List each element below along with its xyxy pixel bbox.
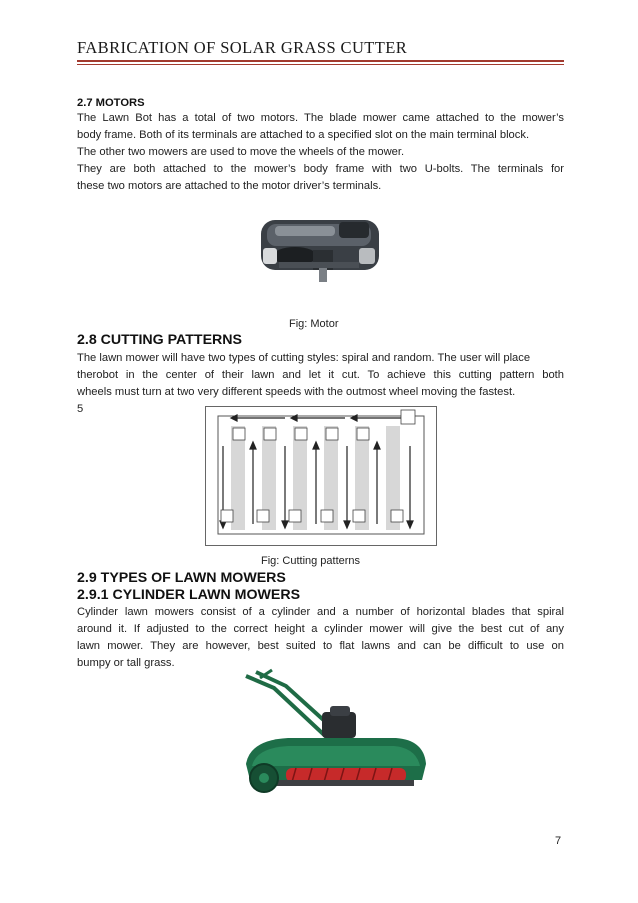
motor-figure-caption: Fig: Motor (289, 318, 339, 330)
header-rule-thin (77, 64, 564, 65)
text-line: The Lawn Bot has a total of two motors. The blade mower came attached to the mower’s (77, 112, 564, 124)
cutting-figure-caption: Fig: Cutting patterns (261, 555, 361, 567)
text-line: body frame. Both of its terminals are attached to a specified slot on the main terminal block. (77, 129, 530, 141)
text-line: The other two mowers are used to move the wheels of the mower. (77, 146, 405, 158)
text-line: bumpy or tall grass. (77, 657, 175, 669)
page-number: 7 (555, 835, 562, 847)
text-line: They are both attached to the mower’s body frame with two U-bolts. The terminals for (77, 163, 564, 175)
text-line: Cylinder lawn mowers consist of a cylinder and a number of horizontal blades that spiral (77, 606, 564, 618)
motors-heading: 2.7 MOTORS (77, 97, 145, 109)
text-line: wheels must turn at two very different speeds with the outmost wheel moving the fastest. (77, 386, 516, 398)
cylinder-mowers-paragraph (77, 604, 564, 672)
header-rule (77, 60, 564, 62)
text-line: lawn mower. They are however, best suited to flat lawns and can be difficult to use on (77, 640, 564, 652)
cylinder-mowers-subheading: 2.9.1 CYLINDER LAWN MOWERS (77, 587, 301, 603)
text-line: around it. If adjusted to the correct height a cylinder mower will give the best cut of any (77, 623, 564, 635)
cutting-patterns-heading: 2.8 CUTTING PATTERNS (77, 332, 243, 348)
running-header: FABRICATION OF SOLAR GRASS CUTTER (77, 38, 408, 57)
cutting-pattern-diagram (205, 406, 437, 546)
text-line: The lawn mower will have two types of cutting styles: spiral and random. The user will place (77, 352, 531, 364)
cylinder-mower-image (226, 668, 436, 798)
motor-image (255, 212, 385, 284)
mower-types-heading: 2.9 TYPES OF LAWN MOWERS (77, 570, 286, 586)
motors-paragraph (77, 110, 564, 195)
text-line: these two motors are attached to the motor driver’s terminals. (77, 180, 382, 192)
text-line: therobot in the center of their lawn and let it cut. To achieve this cutting pattern both (77, 369, 564, 381)
text-line: 5 (77, 403, 84, 415)
